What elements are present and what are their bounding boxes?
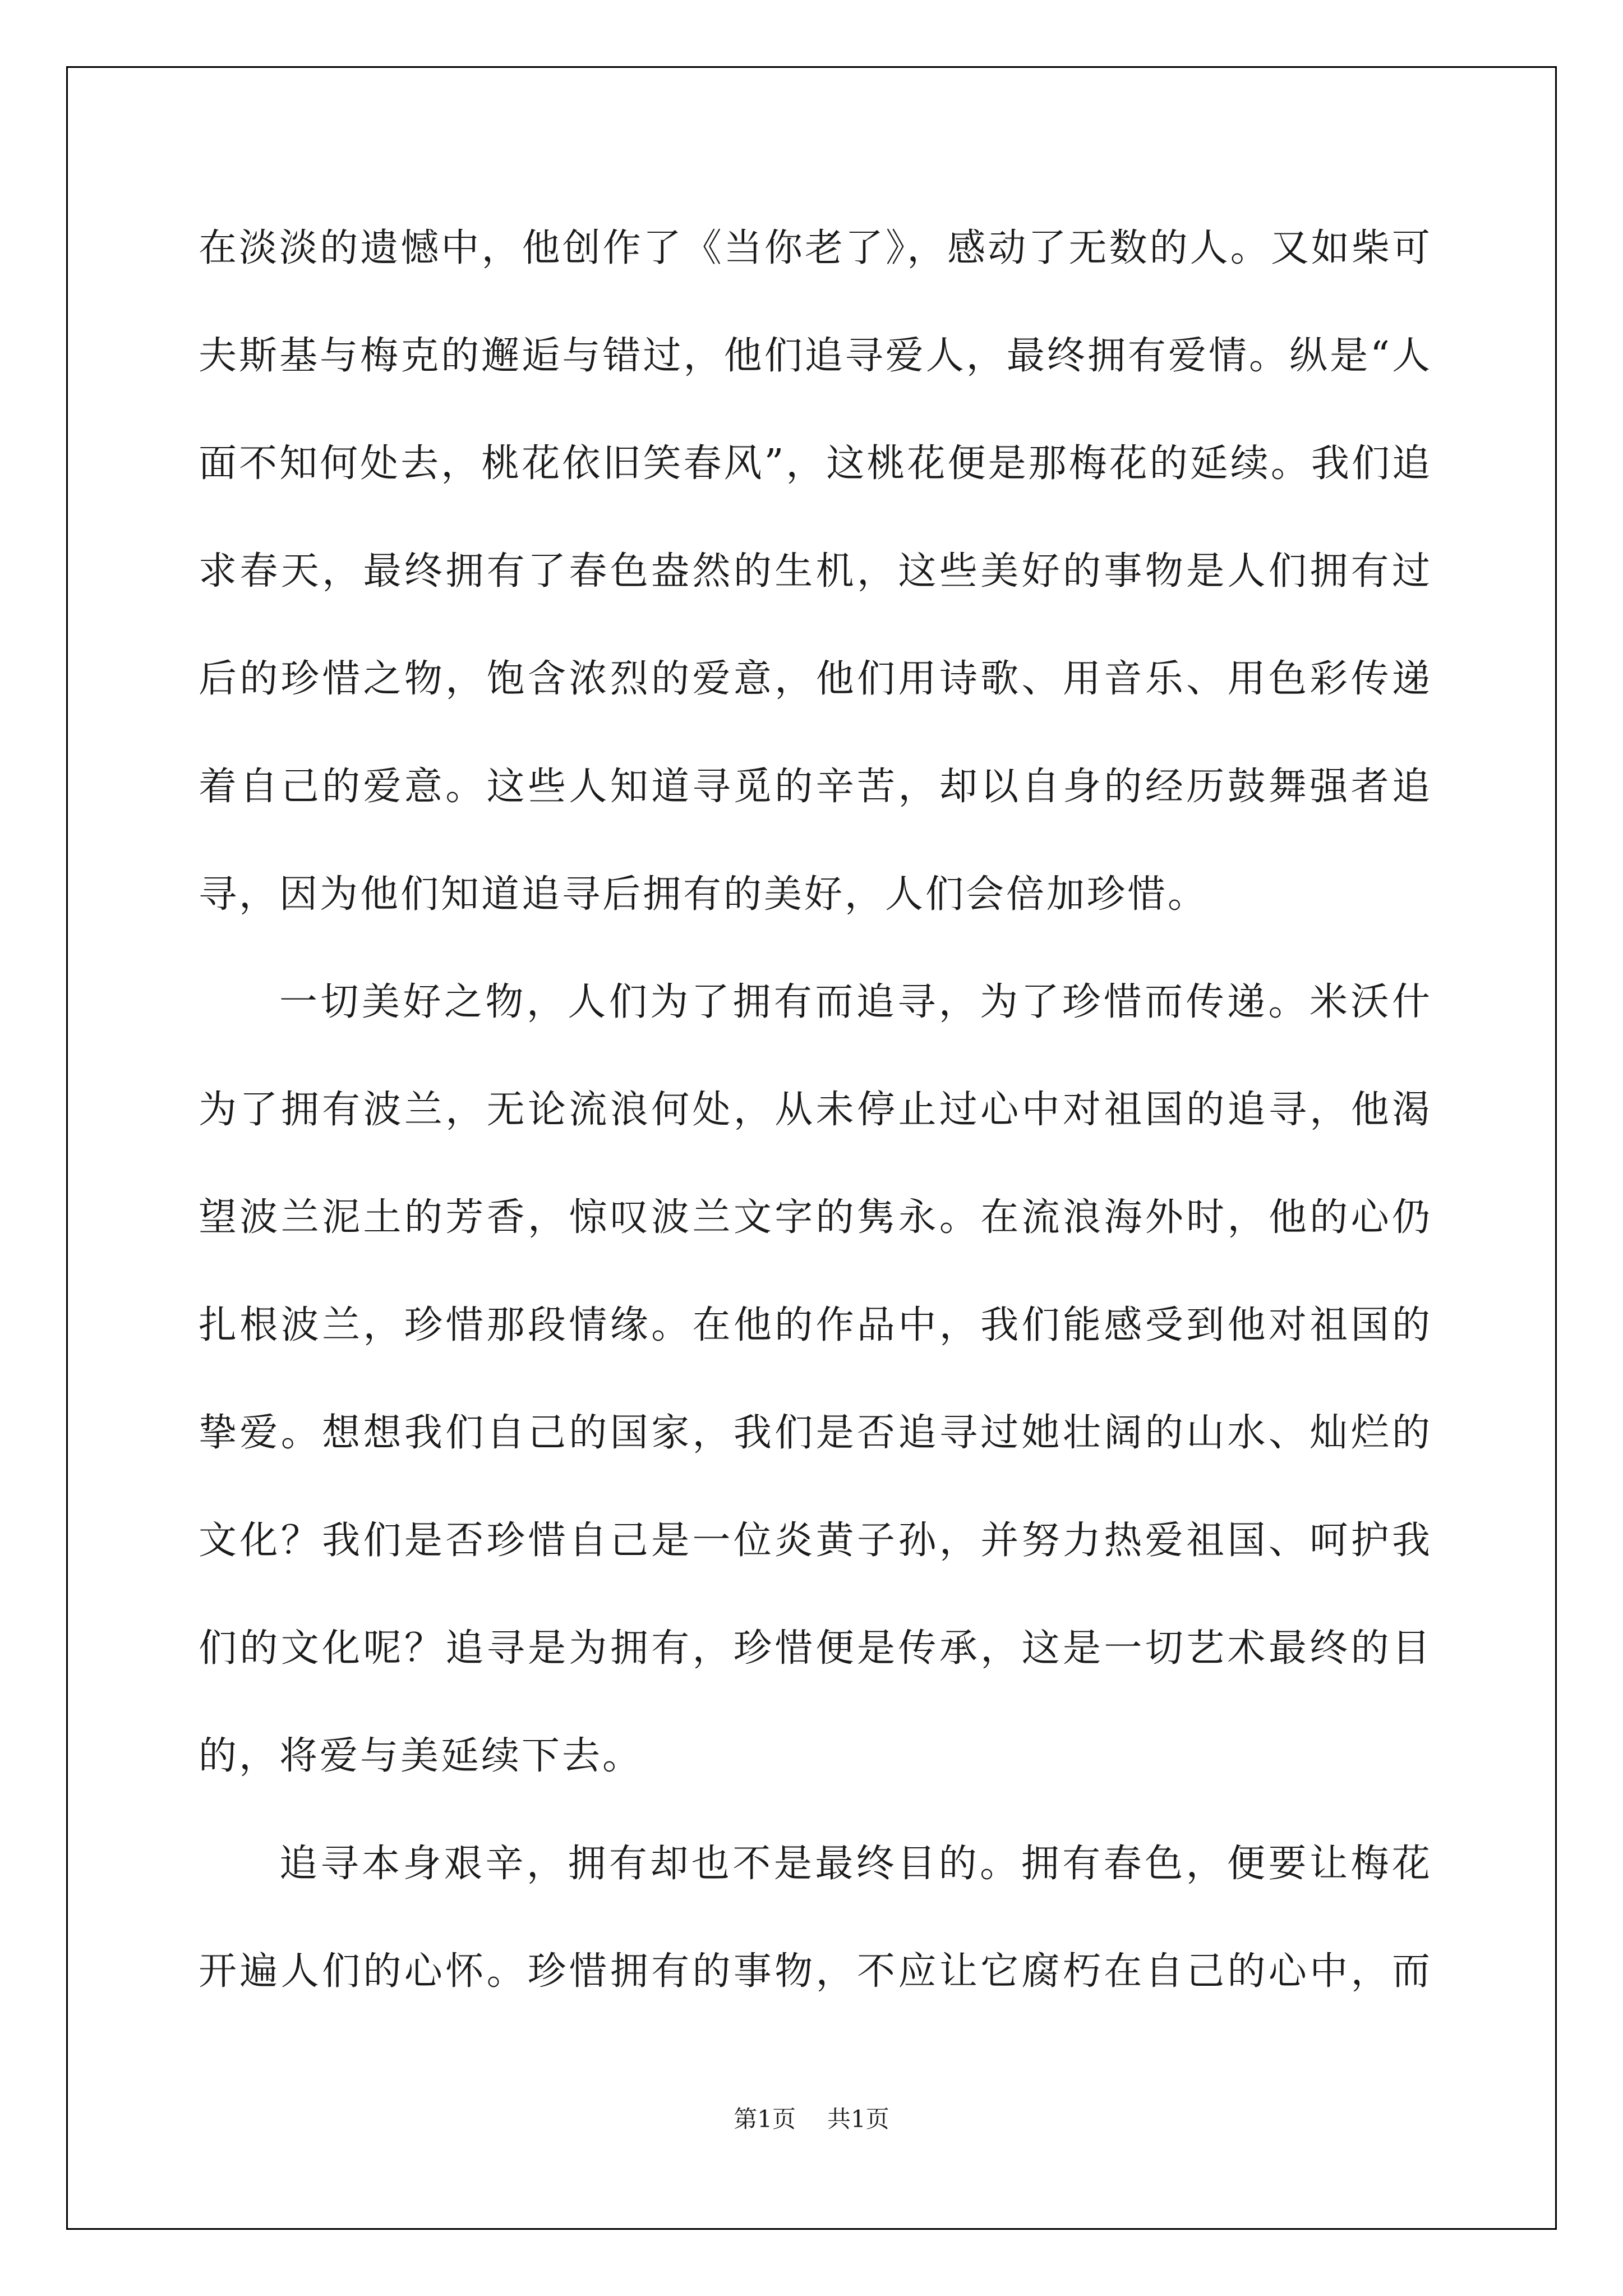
- text-line: 面不知何处去，桃花依旧笑春风”，这桃花便是那梅花的延续。我们追: [199, 441, 1432, 486]
- text-line: 在淡淡的遗憾中，他创作了《当你老了》，感动了无数的人。又如柴可: [199, 226, 1432, 270]
- text-line: 开遍人们的心怀。珍惜拥有的事物，不应让它腐朽在自己的心中，而: [199, 1949, 1432, 1994]
- text-line: 一切美好之物，人们为了拥有而追寻，为了珍惜而传递。米沃什: [279, 980, 1432, 1024]
- page-footer: [0, 2101, 1623, 2134]
- text-line: 夫斯基与梅克的邂逅与错过，他们追寻爱人，最终拥有爱情。纵是“人: [199, 334, 1432, 378]
- text-line: 的，将爱与美延续下去。: [199, 1734, 643, 1778]
- text-line: 追寻本身艰辛，拥有却也不是最终目的。拥有春色，便要让梅花: [279, 1842, 1432, 1886]
- text-line: 扎根波兰，珍惜那段情缘。在他的作品中，我们能感受到他对祖国的: [199, 1303, 1432, 1347]
- page-number-label: 第1页: [734, 2105, 796, 2133]
- text-line: 望波兰泥土的芳香，惊叹波兰文字的隽永。在流浪海外时，他的心仍: [199, 1195, 1432, 1240]
- text-line: 文化？我们是否珍惜自己是一位炎黄子孙，并努力热爱祖国、呵护我: [199, 1519, 1432, 1563]
- page-total-label: 共1页: [827, 2105, 889, 2133]
- text-line: 为了拥有波兰，无论流浪何处，从未停止过心中对祖国的追寻，他渴: [199, 1088, 1432, 1132]
- text-line: 求春天，最终拥有了春色盎然的生机，这些美好的事物是人们拥有过: [199, 549, 1432, 593]
- text-line: 着自己的爱意。这些人知道寻觅的辛苦，却以自身的经历鼓舞强者追: [199, 765, 1432, 809]
- text-line: 们的文化呢？追寻是为拥有，珍惜便是传承，这是一切艺术最终的目: [199, 1626, 1432, 1671]
- text-line: 挚爱。想想我们自己的国家，我们是否追寻过她壮阔的山水、灿烂的: [199, 1411, 1432, 1455]
- document-body: [199, 210, 1432, 2041]
- text-line: 后的珍惜之物，饱含浓烈的爱意，他们用诗歌、用音乐、用色彩传递: [199, 657, 1432, 701]
- text-line: 寻，因为他们知道追寻后拥有的美好，人们会倍加珍惜。: [199, 872, 1209, 917]
